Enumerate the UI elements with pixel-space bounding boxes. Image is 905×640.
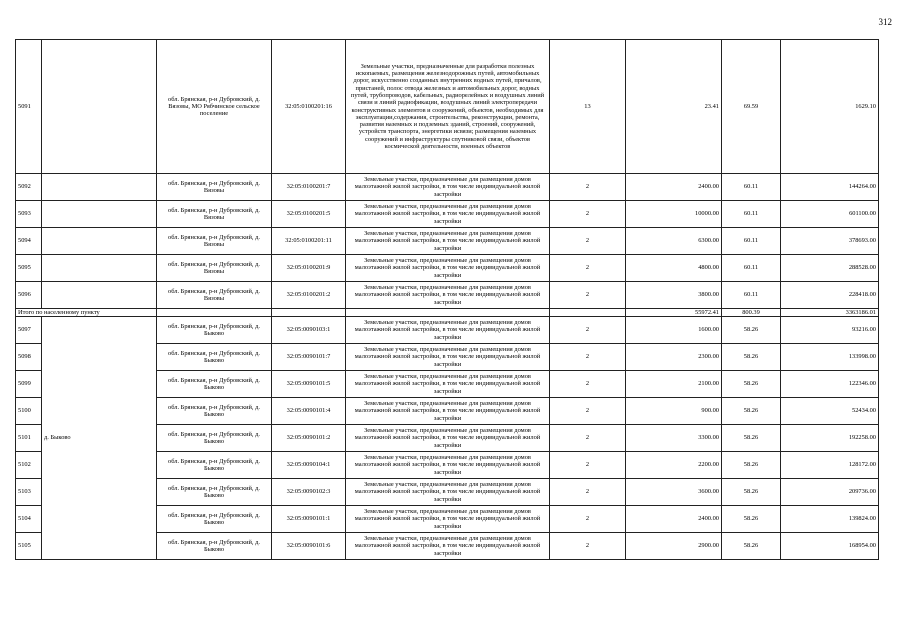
area-cell: 1600.00	[626, 317, 722, 344]
locality-cell	[42, 40, 157, 174]
cadastral-value-cell: 288528.00	[781, 255, 879, 282]
group-code-cell: 2	[550, 282, 626, 309]
area-cell: 3300.00	[626, 425, 722, 452]
land-use-cell: Земельные участки, предназначенные для размещения домов малоэтажной жилой застройки, в том числе индивидуальной жилой застройки	[346, 479, 550, 506]
row-number: 5101	[16, 425, 42, 452]
rate-cell: 60.11	[722, 255, 781, 282]
cadastral-value-cell: 168954.00	[781, 533, 879, 560]
cadastral-value-cell: 52434.00	[781, 398, 879, 425]
cadastral-value-cell: 209736.00	[781, 479, 879, 506]
row-number: 5096	[16, 282, 42, 309]
row-number: 5098	[16, 344, 42, 371]
row-number: 5094	[16, 228, 42, 255]
cadastral-value-cell: 122346.00	[781, 371, 879, 398]
row-number: 5102	[16, 452, 42, 479]
cadastral-number-cell: 32:05:0090104:1	[272, 452, 346, 479]
land-use-cell: Земельные участки, предназначенные для размещения домов малоэтажной жилой застройки, в том числе индивидуальной жилой застройки	[346, 398, 550, 425]
locality-cell	[42, 228, 157, 255]
table-body	[16, 40, 879, 560]
cadastral-number-cell: 32:05:0100201:16	[272, 40, 346, 174]
land-use-cell: Земельные участки, предназначенные для размещения домов малоэтажной жилой застройки, в том числе индивидуальной жилой застройки	[346, 344, 550, 371]
rate-cell: 60.11	[722, 282, 781, 309]
cadastral-value-cell: 93216.00	[781, 317, 879, 344]
land-use-cell: Земельные участки, предназначенные для размещения домов малоэтажной жилой застройки, в том числе индивидуальной жилой застройки	[346, 317, 550, 344]
row-number: 5093	[16, 201, 42, 228]
cadastral-number-cell: 32:05:0090102:3	[272, 479, 346, 506]
table-row	[16, 317, 879, 344]
table-row	[16, 40, 879, 174]
cadastral-value-cell: 139824.00	[781, 506, 879, 533]
empty-cell	[550, 309, 626, 317]
address-cell: обл. Брянская, р-н Дубровский, д. Быково	[157, 533, 272, 560]
row-number: 5091	[16, 40, 42, 174]
rate-cell: 60.11	[722, 174, 781, 201]
empty-cell	[272, 309, 346, 317]
area-cell: 2300.00	[626, 344, 722, 371]
group-code-cell: 2	[550, 479, 626, 506]
empty-cell	[157, 309, 272, 317]
land-use-cell: Земельные участки, предназначенные для размещения домов малоэтажной жилой застройки, в том числе индивидуальной жилой застройки	[346, 228, 550, 255]
total-value-cell: 3363186.01	[781, 309, 879, 317]
rate-cell: 58.26	[722, 425, 781, 452]
row-number: 5099	[16, 371, 42, 398]
locality-cell	[42, 282, 157, 309]
table-row	[16, 174, 879, 201]
group-code-cell: 2	[550, 452, 626, 479]
cadastral-number-cell: 32:05:0090101:4	[272, 398, 346, 425]
cadastral-number-cell: 32:05:0090101:6	[272, 533, 346, 560]
cadastral-number-cell: 32:05:0100201:11	[272, 228, 346, 255]
land-use-cell: Земельные участки, предназначенные для размещения домов малоэтажной жилой застройки, в том числе индивидуальной жилой застройки	[346, 425, 550, 452]
address-cell: обл. Брянская, р-н Дубровский, д. Быково	[157, 452, 272, 479]
cadastral-value-cell: 133998.00	[781, 344, 879, 371]
total-row	[16, 309, 879, 317]
rate-cell: 58.26	[722, 344, 781, 371]
land-use-cell: Земельные участки, предназначенные для размещения домов малоэтажной жилой застройки, в том числе индивидуальной жилой застройки	[346, 201, 550, 228]
page-number: 312	[878, 17, 892, 27]
rate-cell: 60.11	[722, 228, 781, 255]
cadastral-value-cell: 144264.00	[781, 174, 879, 201]
total-area-cell: 55972.41	[626, 309, 722, 317]
cadastral-number-cell: 32:05:0090101:2	[272, 425, 346, 452]
area-cell: 2900.00	[626, 533, 722, 560]
cadastral-number-cell: 32:05:0090101:7	[272, 344, 346, 371]
cadastral-value-cell: 378693.00	[781, 228, 879, 255]
cadastral-number-cell: 32:05:0100201:9	[272, 255, 346, 282]
locality-label: д. Быково	[42, 317, 157, 560]
address-cell: обл. Брянская, р-н Дубровский, д. Быково	[157, 479, 272, 506]
land-register-table	[15, 39, 879, 560]
group-code-cell: 2	[550, 317, 626, 344]
cadastral-value-cell: 1629.10	[781, 40, 879, 174]
cadastral-number-cell: 32:05:0090103:1	[272, 317, 346, 344]
cadastral-number-cell: 32:05:0100201:2	[272, 282, 346, 309]
rate-cell: 58.26	[722, 452, 781, 479]
rate-cell: 58.26	[722, 317, 781, 344]
area-cell: 4800.00	[626, 255, 722, 282]
row-number: 5103	[16, 479, 42, 506]
group-code-cell: 2	[550, 255, 626, 282]
address-cell: обл. Брянская, р-н Дубровский, д. Вязовы	[157, 174, 272, 201]
row-number: 5092	[16, 174, 42, 201]
locality-cell	[42, 201, 157, 228]
locality-cell	[42, 255, 157, 282]
address-cell: обл. Брянская, р-н Дубровский, д. Быково	[157, 371, 272, 398]
land-use-cell: Земельные участки, предназначенные для размещения домов малоэтажной жилой застройки, в том числе индивидуальной жилой застройки	[346, 255, 550, 282]
area-cell: 900.00	[626, 398, 722, 425]
empty-cell	[346, 309, 550, 317]
address-cell: обл. Брянская, р-н Дубровский, д. Вязовы	[157, 255, 272, 282]
land-use-cell: Земельные участки, предназначенные для разработки полезных ископаемых, размещения железнодорожных путей, автомобильных дорог, искусственно созданных внутренних водных путей, причалов, пристаней, полос отвода железных и автомобильных дорог, водных путей, трубопроводов, кабельных, радиорелейных и воздушных линий связи и линий радиофикации, воздушных линий электропередачи конструктивных элементов и сооружений, объектов, необходимых для эксплуатации,содержания, строительства, реконструкции, ремонта, развития наземных и подземных зданий, строений, сооружений, устройств транспорта, энергетики иcвязи; размещения наземных сооружений и инфраструктуры спутниковой связи, объектов космической деятельности, военных объектов	[346, 40, 550, 174]
row-number: 5105	[16, 533, 42, 560]
address-cell: обл. Брянская, р-н Дубровский, д. Быково	[157, 344, 272, 371]
cadastral-number-cell: 32:05:0090101:1	[272, 506, 346, 533]
group-code-cell: 2	[550, 228, 626, 255]
total-rate-cell: 800.39	[722, 309, 781, 317]
rate-cell: 60.11	[722, 201, 781, 228]
land-use-cell: Земельные участки, предназначенные для размещения домов малоэтажной жилой застройки, в том числе индивидуальной жилой застройки	[346, 452, 550, 479]
area-cell: 3600.00	[626, 479, 722, 506]
area-cell: 2400.00	[626, 174, 722, 201]
locality-cell	[42, 174, 157, 201]
row-number: 5104	[16, 506, 42, 533]
cadastral-value-cell: 601100.00	[781, 201, 879, 228]
land-use-cell: Земельные участки, предназначенные для размещения домов малоэтажной жилой застройки, в том числе индивидуальной жилой застройки	[346, 533, 550, 560]
group-code-cell: 2	[550, 344, 626, 371]
land-use-cell: Земельные участки, предназначенные для размещения домов малоэтажной жилой застройки, в том числе индивидуальной жилой застройки	[346, 506, 550, 533]
group-code-cell: 2	[550, 398, 626, 425]
cadastral-value-cell: 192258.00	[781, 425, 879, 452]
cadastral-value-cell: 228418.00	[781, 282, 879, 309]
address-cell: обл. Брянская, р-н Дубровский, д. Быково	[157, 506, 272, 533]
area-cell: 23.41	[626, 40, 722, 174]
address-cell: обл. Брянская, р-н Дубровский, д. Вязовы, МО Рябчинское сельское поселение	[157, 40, 272, 174]
group-code-cell: 2	[550, 425, 626, 452]
address-cell: обл. Брянская, р-н Дубровский, д. Быково	[157, 425, 272, 452]
area-cell: 10000.00	[626, 201, 722, 228]
row-number: 5095	[16, 255, 42, 282]
address-cell: обл. Брянская, р-н Дубровский, д. Вязовы	[157, 228, 272, 255]
table-row	[16, 201, 879, 228]
rate-cell: 58.26	[722, 371, 781, 398]
group-code-cell: 2	[550, 371, 626, 398]
row-number: 5100	[16, 398, 42, 425]
address-cell: обл. Брянская, р-н Дубровский, д. Быково	[157, 317, 272, 344]
area-cell: 6300.00	[626, 228, 722, 255]
rate-cell: 69.59	[722, 40, 781, 174]
land-use-cell: Земельные участки, предназначенные для размещения домов малоэтажной жилой застройки, в том числе индивидуальной жилой застройки	[346, 282, 550, 309]
cadastral-value-cell: 128172.00	[781, 452, 879, 479]
group-code-cell: 2	[550, 174, 626, 201]
cadastral-number-cell: 32:05:0100201:5	[272, 201, 346, 228]
group-code-cell: 13	[550, 40, 626, 174]
rate-cell: 58.26	[722, 533, 781, 560]
group-code-cell: 2	[550, 533, 626, 560]
row-number: 5097	[16, 317, 42, 344]
table-row	[16, 282, 879, 309]
area-cell: 2200.00	[626, 452, 722, 479]
rate-cell: 58.26	[722, 479, 781, 506]
table-row	[16, 228, 879, 255]
group-code-cell: 2	[550, 506, 626, 533]
area-cell: 3800.00	[626, 282, 722, 309]
address-cell: обл. Брянская, р-н Дубровский, д. Вязовы	[157, 201, 272, 228]
group-code-cell: 2	[550, 201, 626, 228]
table-row	[16, 255, 879, 282]
address-cell: обл. Брянская, р-н Дубровский, д. Быково	[157, 398, 272, 425]
rate-cell: 58.26	[722, 506, 781, 533]
address-cell: обл. Брянская, р-н Дубровский, д. Вязовы	[157, 282, 272, 309]
area-cell: 2400.00	[626, 506, 722, 533]
total-label: Итого по населенному пункту	[16, 309, 157, 317]
land-use-cell: Земельные участки, предназначенные для размещения домов малоэтажной жилой застройки, в том числе индивидуальной жилой застройки	[346, 174, 550, 201]
cadastral-number-cell: 32:05:0090101:5	[272, 371, 346, 398]
rate-cell: 58.26	[722, 398, 781, 425]
area-cell: 2100.00	[626, 371, 722, 398]
land-use-cell: Земельные участки, предназначенные для размещения домов малоэтажной жилой застройки, в том числе индивидуальной жилой застройки	[346, 371, 550, 398]
cadastral-number-cell: 32:05:0100201:7	[272, 174, 346, 201]
